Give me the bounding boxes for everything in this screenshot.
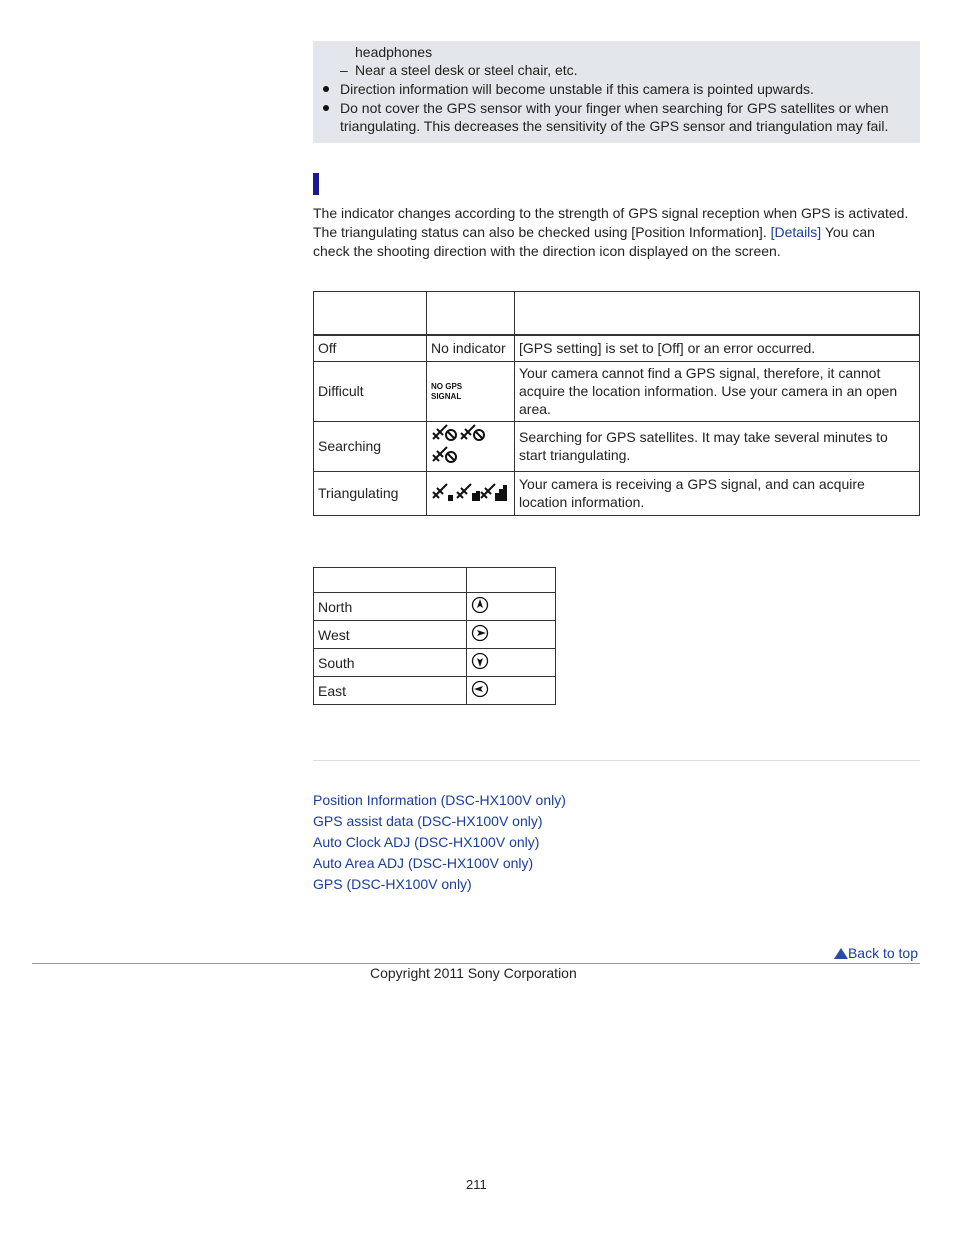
para-text: The triangulating status can also be checked using [Position Information].	[313, 224, 771, 240]
back-to-top-link[interactable]	[834, 945, 918, 961]
page-number: 211	[466, 1177, 487, 1192]
details-link[interactable]: [Details]	[770, 224, 822, 240]
back-to-top-label: Back to top	[847, 945, 918, 961]
link-position-information[interactable]: Position Information (DSC-HX100V only)	[313, 792, 566, 808]
note-bullet-2b: triangulating. This decreases the sensitivity of the GPS sensor and triangulation may fail.	[340, 118, 889, 134]
direction-cell: North	[314, 593, 467, 621]
status-cell: Off	[314, 335, 427, 361]
link-auto-clock-adj[interactable]: Auto Clock ADJ (DSC-HX100V only)	[313, 834, 540, 850]
para-line	[313, 223, 923, 242]
no-gps-signal-icon	[431, 380, 471, 402]
table-row	[314, 471, 920, 515]
note-line: headphones	[355, 44, 433, 60]
table-row	[314, 677, 556, 705]
direction-icon-cell	[467, 649, 556, 677]
link-gps-assist-data[interactable]: GPS assist data (DSC-HX100V only)	[313, 813, 543, 829]
note-box	[313, 41, 920, 143]
indicator-cell	[427, 471, 515, 515]
status-cell: Difficult	[314, 361, 427, 421]
bullet-icon	[323, 105, 329, 111]
copyright: Copyright 2011 Sony Corporation	[370, 965, 577, 981]
table-row	[314, 361, 920, 421]
para-line: check the shooting direction with the direction icon displayed on the screen.	[313, 243, 781, 259]
indicator-cell: No indicator	[427, 335, 515, 361]
status-cell: Searching	[314, 421, 427, 471]
link-gps[interactable]: GPS (DSC-HX100V only)	[313, 876, 472, 892]
bullet-icon	[323, 86, 329, 92]
description-cell: [GPS setting] is set to [Off] or an error occurred.	[515, 335, 920, 361]
divider	[313, 760, 920, 761]
direction-cell: South	[314, 649, 467, 677]
note-bullet-2a: Do not cover the GPS sensor with your finger when searching for GPS satellites or when	[340, 100, 889, 116]
compass-south-icon	[471, 652, 489, 670]
indicator-cell	[427, 361, 515, 421]
compass-north-icon	[471, 596, 489, 614]
direction-cell: East	[314, 677, 467, 705]
description-cell: Searching for GPS satellites. It may take several minutes to start triangulating.	[515, 421, 920, 471]
table-header-row	[314, 292, 920, 336]
link-auto-area-adj[interactable]: Auto Area ADJ (DSC-HX100V only)	[313, 855, 534, 871]
para-line: The indicator changes according to the strength of GPS signal reception when GPS is activated.	[313, 205, 909, 221]
note-dash-item: Near a steel desk or steel chair, etc.	[355, 62, 578, 78]
indicator-cell	[427, 421, 515, 471]
status-cell: Triangulating	[314, 471, 427, 515]
svg-text:SIGNAL: SIGNAL	[431, 392, 462, 401]
compass-west-icon	[471, 624, 489, 642]
gps-triangulating-icon	[431, 481, 509, 503]
table-row	[314, 335, 920, 361]
para-text: You can	[821, 224, 875, 240]
intro-paragraph	[313, 204, 923, 261]
table-row	[314, 649, 556, 677]
direction-icon-cell	[467, 621, 556, 649]
direction-icon-cell	[467, 593, 556, 621]
description-cell: Your camera cannot find a GPS signal, therefore, it cannot acquire the location information. Use your camera in an open area.	[515, 361, 920, 421]
description-cell: Your camera is receiving a GPS signal, and can acquire location information.	[515, 471, 920, 515]
direction-cell: West	[314, 621, 467, 649]
direction-table	[313, 567, 556, 705]
table-header-row	[314, 568, 556, 593]
table-row	[314, 621, 556, 649]
section-marker	[313, 173, 319, 195]
gps-status-table	[313, 291, 920, 516]
compass-east-icon	[471, 680, 489, 698]
note-bullet-1: Direction information will become unstable if this camera is pointed upwards.	[340, 81, 814, 97]
table-row	[314, 593, 556, 621]
svg-text:NO GPS: NO GPS	[431, 382, 463, 391]
dash-marker: –	[340, 62, 348, 78]
direction-icon-cell	[467, 677, 556, 705]
footer-divider	[32, 963, 920, 964]
related-links	[313, 790, 566, 895]
gps-searching-icon	[431, 423, 491, 467]
triangle-up-icon	[834, 948, 848, 959]
table-row	[314, 421, 920, 471]
